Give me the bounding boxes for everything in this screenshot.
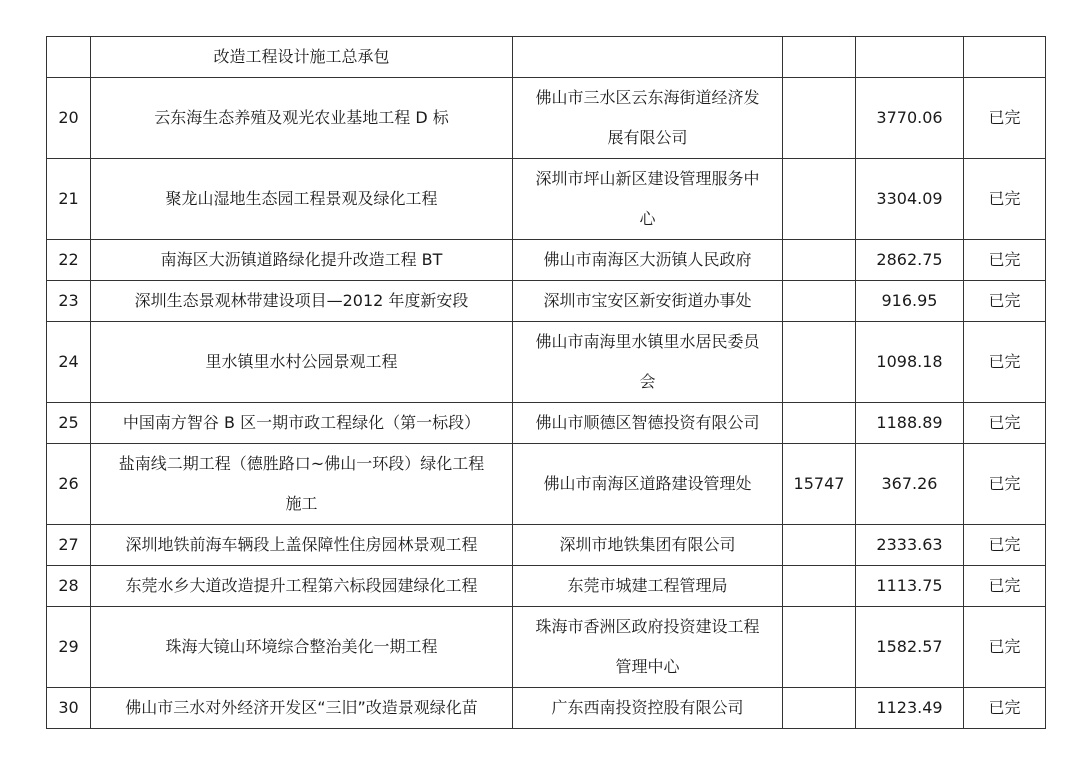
status-text: 已完 xyxy=(964,159,1046,240)
client-name-line: 深圳市宝安区新安街道办事处 xyxy=(543,291,752,310)
client-name-line: 会 xyxy=(639,372,656,391)
client-name-line: 深圳市坪山新区建设管理服务中 xyxy=(535,169,760,188)
status-text: 已完 xyxy=(964,566,1046,607)
area-value xyxy=(783,688,856,729)
client-name xyxy=(513,403,783,444)
table-row xyxy=(47,322,1046,403)
status-text: 已完 xyxy=(964,525,1046,566)
project-name xyxy=(91,403,513,444)
project-name xyxy=(91,159,513,240)
area-value xyxy=(783,322,856,403)
project-name-line: 聚龙山湿地生态园工程景观及绿化工程 xyxy=(165,189,438,208)
area-value xyxy=(783,37,856,78)
table-row xyxy=(47,159,1046,240)
area-value xyxy=(783,78,856,159)
client-name-line: 佛山市南海里水镇里水居民委员 xyxy=(535,332,760,351)
client-name-line: 管理中心 xyxy=(615,657,680,676)
row-number: 29 xyxy=(47,607,91,688)
row-number: 22 xyxy=(47,240,91,281)
contract-amount: 916.95 xyxy=(856,281,964,322)
area-value xyxy=(783,281,856,322)
area-value xyxy=(783,566,856,607)
contract-amount: 3304.09 xyxy=(856,159,964,240)
project-name-line: 深圳生态景观林带建设项目—2012 年度新安段 xyxy=(134,291,469,310)
client-name-line: 深圳市地铁集团有限公司 xyxy=(559,535,736,554)
area-value: 15747 xyxy=(783,444,856,525)
table-row xyxy=(47,78,1046,159)
table-row xyxy=(47,688,1046,729)
row-number: 23 xyxy=(47,281,91,322)
table-row xyxy=(47,607,1046,688)
table-row xyxy=(47,37,1046,78)
project-name xyxy=(91,444,513,525)
area-value xyxy=(783,159,856,240)
project-name xyxy=(91,688,513,729)
contract-amount: 2333.63 xyxy=(856,525,964,566)
project-name-line: 施工 xyxy=(285,494,318,513)
status-text: 已完 xyxy=(964,78,1046,159)
row-number: 28 xyxy=(47,566,91,607)
client-name-line: 佛山市顺德区智德投资有限公司 xyxy=(535,413,760,432)
row-number: 25 xyxy=(47,403,91,444)
project-name xyxy=(91,240,513,281)
project-name xyxy=(91,281,513,322)
project-name xyxy=(91,322,513,403)
status-text: 已完 xyxy=(964,281,1046,322)
area-value xyxy=(783,607,856,688)
table-row xyxy=(47,444,1046,525)
project-name-line: 云东海生态养殖及观光农业基地工程 D 标 xyxy=(154,108,449,127)
table-row xyxy=(47,525,1046,566)
client-name-line: 广东西南投资控股有限公司 xyxy=(551,698,744,717)
client-name-line: 东莞市城建工程管理局 xyxy=(567,576,728,595)
status-text: 已完 xyxy=(964,444,1046,525)
project-name-line: 里水镇里水村公园景观工程 xyxy=(205,352,398,371)
project-name xyxy=(91,37,513,78)
client-name-line: 展有限公司 xyxy=(607,128,688,147)
row-number: 20 xyxy=(47,78,91,159)
area-value xyxy=(783,403,856,444)
project-name-line: 佛山市三水对外经济开发区“三旧”改造景观绿化苗 xyxy=(125,698,478,717)
project-name xyxy=(91,566,513,607)
row-number: 24 xyxy=(47,322,91,403)
project-name xyxy=(91,525,513,566)
contract-amount: 1582.57 xyxy=(856,607,964,688)
contract-amount xyxy=(856,37,964,78)
project-name-line: 盐南线二期工程（德胜路口~佛山一环段）绿化工程 xyxy=(118,454,485,473)
row-number: 27 xyxy=(47,525,91,566)
contract-amount: 3770.06 xyxy=(856,78,964,159)
client-name xyxy=(513,281,783,322)
client-name xyxy=(513,607,783,688)
row-number: 30 xyxy=(47,688,91,729)
table-body xyxy=(47,37,1046,729)
contract-amount: 1098.18 xyxy=(856,322,964,403)
status-text: 已完 xyxy=(964,403,1046,444)
client-name xyxy=(513,444,783,525)
area-value xyxy=(783,240,856,281)
project-name-line: 南海区大沥镇道路绿化提升改造工程 BT xyxy=(160,250,443,269)
table-row xyxy=(47,281,1046,322)
project-name-line: 珠海大镜山环境综合整治美化一期工程 xyxy=(165,637,438,656)
client-name xyxy=(513,566,783,607)
project-name-line: 东莞水乡大道改造提升工程第六标段园建绿化工程 xyxy=(125,576,478,595)
area-value xyxy=(783,525,856,566)
status-text: 已完 xyxy=(964,322,1046,403)
client-name-line: 心 xyxy=(639,209,656,228)
project-table xyxy=(46,36,1046,729)
status-text: 已完 xyxy=(964,688,1046,729)
client-name xyxy=(513,688,783,729)
project-name-line: 改造工程设计施工总承包 xyxy=(213,47,390,66)
project-name xyxy=(91,607,513,688)
table-row xyxy=(47,566,1046,607)
row-number xyxy=(47,37,91,78)
client-name-line: 佛山市南海区大沥镇人民政府 xyxy=(543,250,752,269)
status-text: 已完 xyxy=(964,240,1046,281)
client-name-line: 佛山市南海区道路建设管理处 xyxy=(543,474,752,493)
contract-amount: 367.26 xyxy=(856,444,964,525)
client-name xyxy=(513,240,783,281)
project-name-line: 深圳地铁前海车辆段上盖保障性住房园林景观工程 xyxy=(125,535,478,554)
client-name xyxy=(513,322,783,403)
contract-amount: 1113.75 xyxy=(856,566,964,607)
client-name xyxy=(513,525,783,566)
project-name-line: 中国南方智谷 B 区一期市政工程绿化（第一标段） xyxy=(122,413,481,432)
status-text: 已完 xyxy=(964,607,1046,688)
client-name xyxy=(513,78,783,159)
client-name xyxy=(513,159,783,240)
contract-amount: 1123.49 xyxy=(856,688,964,729)
table-row xyxy=(47,240,1046,281)
contract-amount: 2862.75 xyxy=(856,240,964,281)
row-number: 21 xyxy=(47,159,91,240)
project-name xyxy=(91,78,513,159)
row-number: 26 xyxy=(47,444,91,525)
contract-amount: 1188.89 xyxy=(856,403,964,444)
client-name-line: 珠海市香洲区政府投资建设工程 xyxy=(535,617,760,636)
client-name xyxy=(513,37,783,78)
status-text xyxy=(964,37,1046,78)
table-row xyxy=(47,403,1046,444)
client-name-line: 佛山市三水区云东海街道经济发 xyxy=(535,88,760,107)
